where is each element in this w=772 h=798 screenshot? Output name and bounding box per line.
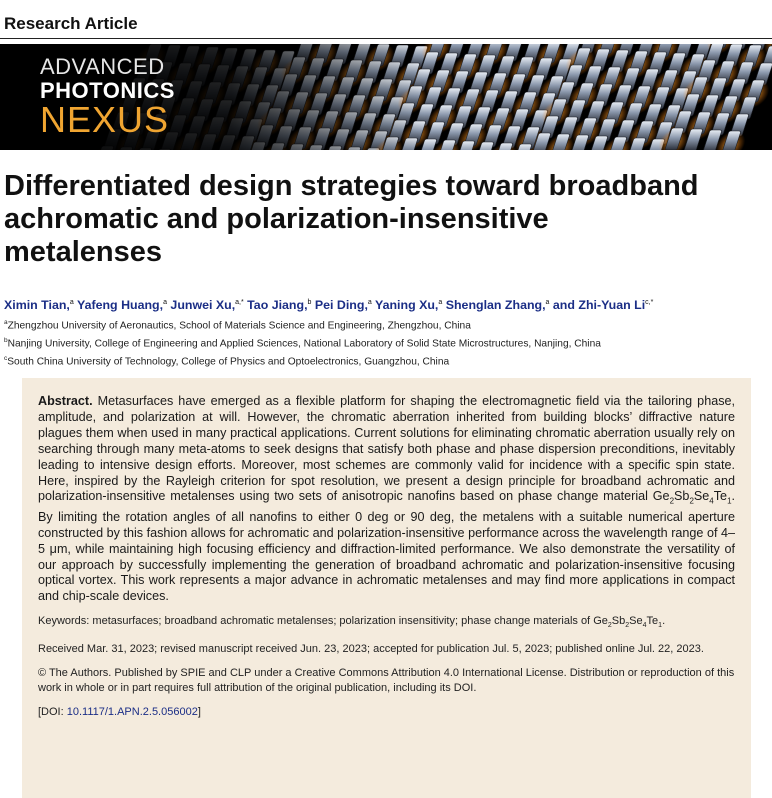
abstract-label: Abstract. — [38, 394, 93, 408]
journal-logo — [40, 56, 175, 138]
keywords: Keywords: metasurfaces; broadband achromatic metalenses; polarization insensitivity; phase change materials of $Ge_2Sb_2Se_4Te_1$. — [38, 615, 666, 630]
affiliation-list — [4, 316, 601, 370]
author[interactable]: Yafeng Huang,$^a$ — [77, 298, 167, 312]
license-statement: © The Authors. Published by SPIE and CLP under a Creative Commons Attribution 4.0 International License. Distribution or reproduction of this work in whole or in part requires full attribution of the original publication, including its DOI. — [38, 667, 735, 695]
doi-line: [DOI: 10.1117/1.APN.2.5.056002] — [38, 706, 201, 719]
affiliation: $^b$Nanjing University, College of Engineering and Applied Sciences, National Laboratory of Solid State Microstructures, Nanjing, China — [4, 336, 601, 350]
affiliation: $^a$Zhengzhou University of Aeronautics, School of Materials Science and Engineering, Zhengzhou, China — [4, 319, 471, 332]
article-type-label: Research Article — [4, 14, 138, 33]
doi-link[interactable]: 10.1117/1.APN.2.5.056002 — [66, 706, 198, 719]
publication-history: Received Mar. 31, 2023; revised manuscript received Jun. 23, 2023; accepted for publication Jul. 5, 2023; published online Jul. 22, 2023. — [38, 643, 704, 656]
affiliation: $^c$South China University of Technology, College of Physics and Optoelectronics, Guangzhou, China — [4, 354, 450, 368]
journal-logo-line1: ADVANCED — [40, 54, 165, 79]
journal-logo-line3: NEXUS — [40, 99, 170, 140]
article-type-bar — [0, 0, 772, 40]
author[interactable]: Yaning Xu,$^a$ — [375, 298, 443, 312]
journal-logo-line2: PHOTONICS — [40, 78, 175, 103]
author-list — [4, 298, 770, 312]
header-rule — [0, 38, 772, 39]
journal-banner — [0, 44, 772, 150]
author[interactable]: and Zhi-Yuan $Li^{c,*}$ — [552, 298, 654, 312]
author[interactable]: Pei Ding,$^a$ — [314, 298, 372, 312]
author[interactable]: Shenglan Zhang,$^a$ — [445, 298, 550, 312]
abstract-box — [22, 378, 751, 798]
keyword-formula: $Ge_2Sb_2Se_4Te_1$. — [593, 615, 666, 630]
article-title: Differentiated design strategies toward broadband achromatic and polarization-insensitive metalenses — [4, 170, 699, 268]
author[interactable]: Junwei Xu,$^{a,*}$ — [170, 298, 244, 312]
author[interactable]: Tao Jiang,$^b$ — [247, 298, 312, 312]
author[interactable]: Ximin Tian,$^a$ — [4, 298, 74, 312]
material-formula: $Ge_2Sb_2Se_4Te_1$. — [652, 489, 736, 506]
abstract-text: Abstract. Metasurfaces have emerged as a flexible platform for shaping the electromagnetic field via the tailoring phase, amplitude, and polarization at will. However, the chromatic aberration inherited from building blocks’ diffractive nature plagues them when used in many practical applications. Current solutions for eliminating chromatic aberration usually rely on searching through many meta-atoms to seek designs that satisfy both phase and phase dispersion preconditions, inevitably leading to intensive design efforts. Moreover, most schemes are commonly valid for incidence with a specific spin state. Here, inspired by the Rayleigh criterion for spot resolution, we present a design principle for broadband achromatic and polarization-insensitive metalenses using two sets of anisotropic nanofins based on phase change material $Ge_2Sb_2Se_4Te_1$. By limiting the rotation angles of all nanofins to either 0 deg or 90 deg, the metalens with a suitable numerical aperture constructed by this fashion allows for achromatic and polarization-insensitive performance across the wavelength range of 4–5 μm, while maintaining high focusing efficiency and diffraction-limited performance. We also demonstrate the versatility of our approach by successfully implementing the generation of broadband achromatic and polarization-insensitive focusing optical vortex. This work represents a major advance in achromatic metalenses and may find more applications in compact and chip-scale devices. — [38, 394, 736, 604]
